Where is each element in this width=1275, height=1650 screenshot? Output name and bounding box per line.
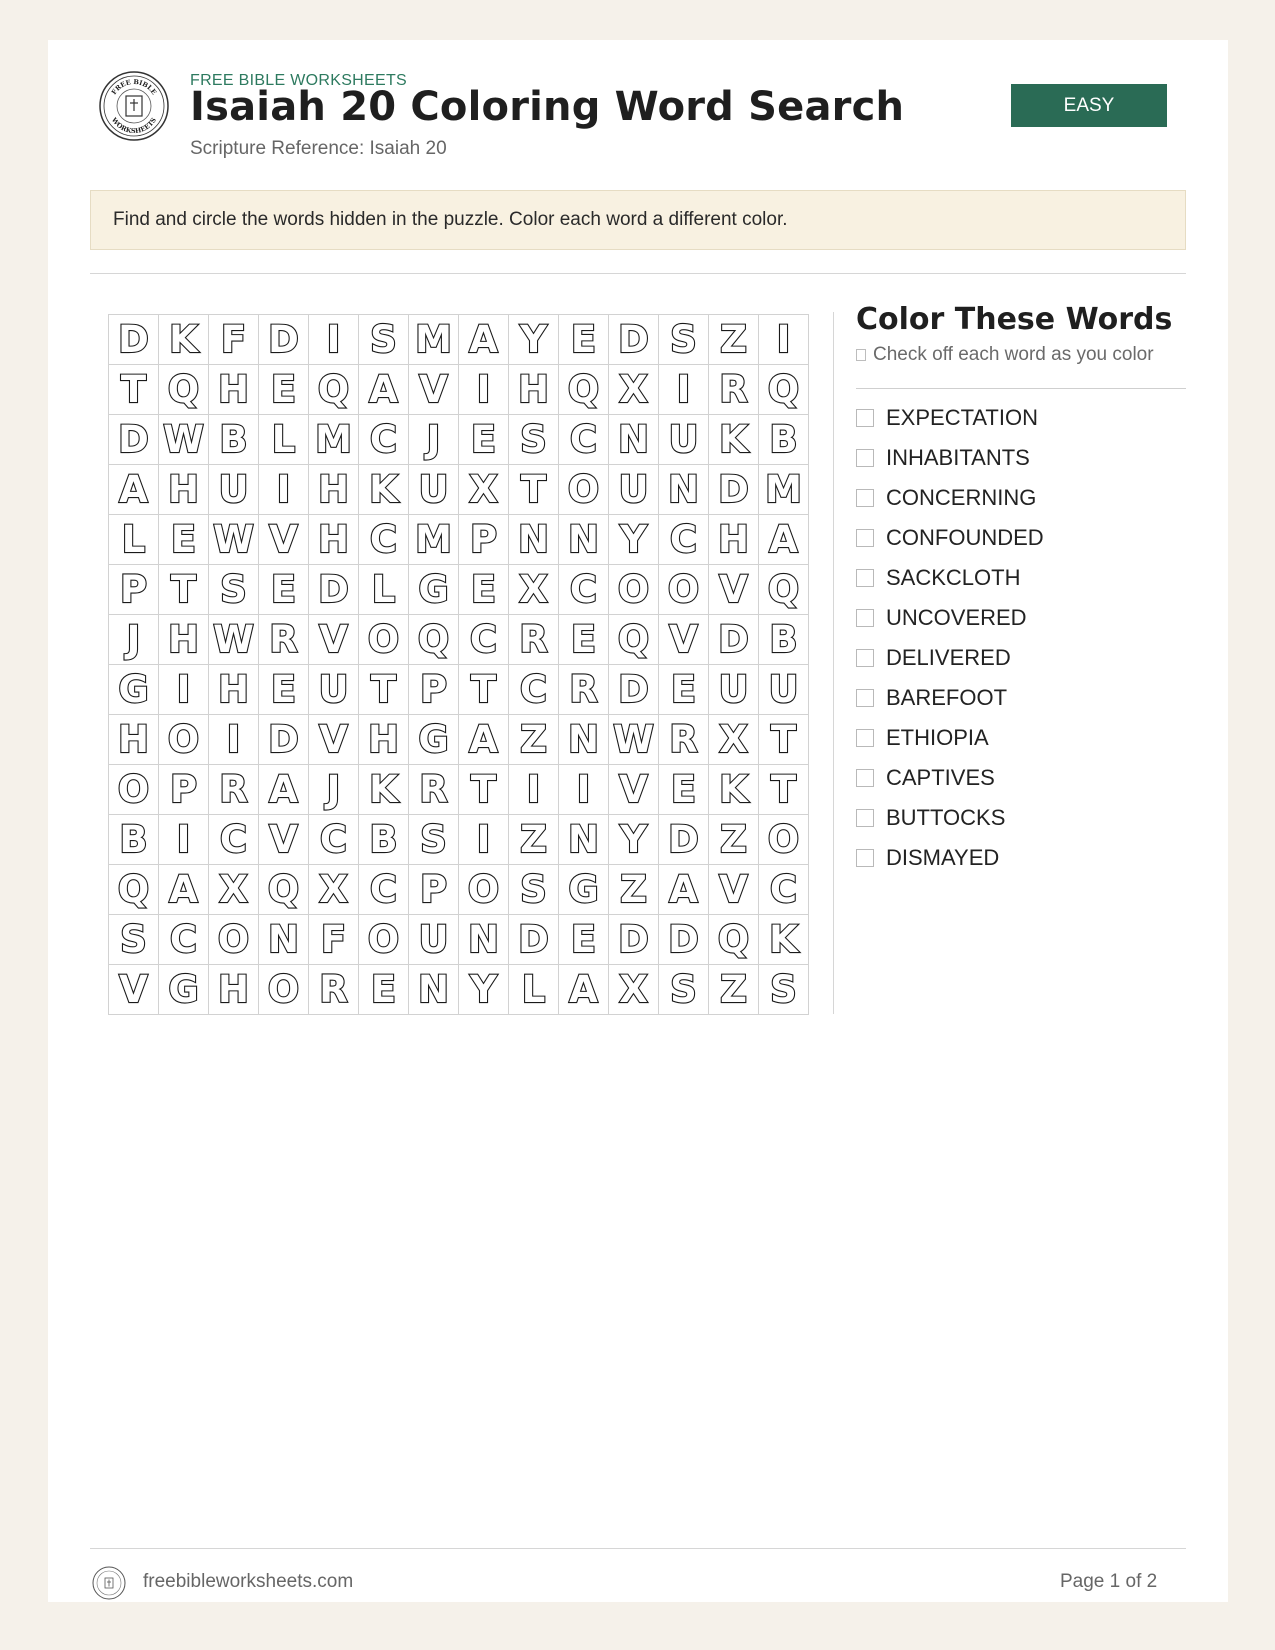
grid-cell[interactable]: S: [209, 565, 259, 615]
grid-cell[interactable]: R: [259, 615, 309, 665]
grid-cell[interactable]: O: [209, 915, 259, 965]
grid-cell[interactable]: B: [759, 415, 809, 465]
grid-cell[interactable]: J: [409, 415, 459, 465]
grid-cell[interactable]: O: [359, 615, 409, 665]
word-checkbox[interactable]: [856, 849, 874, 867]
grid-cell[interactable]: D: [309, 565, 359, 615]
grid-cell[interactable]: T: [359, 665, 409, 715]
word-checkbox[interactable]: [856, 689, 874, 707]
grid-cell[interactable]: O: [359, 915, 409, 965]
grid-cell[interactable]: V: [309, 715, 359, 765]
grid-cell[interactable]: F: [309, 915, 359, 965]
grid-cell[interactable]: H: [709, 515, 759, 565]
grid-cell[interactable]: Y: [509, 315, 559, 365]
grid-cell[interactable]: B: [109, 815, 159, 865]
grid-cell[interactable]: C: [559, 565, 609, 615]
word-label: BAREFOOT: [886, 685, 1008, 710]
grid-cell[interactable]: K: [709, 415, 759, 465]
word-checkbox[interactable]: [856, 489, 874, 507]
grid-cell[interactable]: Q: [159, 365, 209, 415]
grid-cell[interactable]: O: [759, 815, 809, 865]
word-list-item: [856, 758, 1044, 798]
grid-cell[interactable]: B: [359, 815, 409, 865]
grid-cell[interactable]: N: [559, 815, 609, 865]
grid-cell[interactable]: E: [659, 765, 709, 815]
grid-cell[interactable]: Z: [709, 965, 759, 1015]
grid-cell[interactable]: C: [159, 915, 209, 965]
grid-cell[interactable]: T: [509, 465, 559, 515]
grid-cell[interactable]: V: [309, 615, 359, 665]
grid-cell[interactable]: B: [209, 415, 259, 465]
grid-cell[interactable]: X: [309, 865, 359, 915]
word-label: SACKCLOTH: [886, 565, 1021, 590]
grid-cell[interactable]: C: [359, 865, 409, 915]
page-number: Page 1 of 2: [1060, 1571, 1158, 1592]
word-list-item: [856, 398, 1044, 438]
grid-cell[interactable]: H: [159, 465, 209, 515]
word-list-divider: [856, 388, 1186, 389]
grid-cell[interactable]: T: [159, 565, 209, 615]
svg-text:FREE BIBLE: FREE BIBLE: [109, 77, 159, 97]
instructions-box: [90, 190, 1186, 250]
grid-cell[interactable]: I: [509, 765, 559, 815]
grid-cell[interactable]: V: [259, 815, 309, 865]
grid-cell[interactable]: C: [559, 415, 609, 465]
scripture-reference: Scripture Reference: Isaiah 20: [190, 138, 447, 159]
grid-cell[interactable]: V: [259, 515, 309, 565]
grid-cell[interactable]: I: [559, 765, 609, 815]
grid-cell[interactable]: A: [109, 465, 159, 515]
grid-cell[interactable]: T: [759, 765, 809, 815]
grid-cell[interactable]: O: [559, 465, 609, 515]
grid-cell[interactable]: Q: [709, 915, 759, 965]
grid-cell[interactable]: W: [209, 515, 259, 565]
grid-cell[interactable]: Z: [609, 865, 659, 915]
footer-site: freebibleworksheets.com: [143, 1571, 354, 1592]
grid-cell[interactable]: A: [159, 865, 209, 915]
grid-cell[interactable]: R: [659, 715, 709, 765]
word-checkbox[interactable]: [856, 449, 874, 467]
worksheet-page: [48, 40, 1228, 1602]
grid-cell[interactable]: K: [159, 315, 209, 365]
grid-cell[interactable]: J: [109, 615, 159, 665]
grid-cell[interactable]: C: [759, 865, 809, 915]
word-checkbox[interactable]: [856, 529, 874, 547]
word-list-item: [856, 598, 1044, 638]
grid-cell[interactable]: H: [309, 465, 359, 515]
grid-cell[interactable]: N: [459, 915, 509, 965]
grid-cell[interactable]: N: [659, 465, 709, 515]
grid-cell[interactable]: V: [109, 965, 159, 1015]
grid-cell[interactable]: N: [559, 515, 609, 565]
grid-cell[interactable]: U: [409, 465, 459, 515]
grid-cell[interactable]: Z: [709, 315, 759, 365]
grid-cell[interactable]: D: [609, 915, 659, 965]
footer-divider: [90, 1548, 1186, 1549]
word-list-item: [856, 478, 1044, 518]
grid-cell[interactable]: D: [609, 315, 659, 365]
grid-cell[interactable]: A: [259, 765, 309, 815]
grid-cell[interactable]: G: [409, 565, 459, 615]
svg-text:WORKSHEETS: WORKSHEETS: [109, 116, 159, 136]
grid-cell[interactable]: L: [259, 415, 309, 465]
grid-cell[interactable]: D: [259, 315, 309, 365]
grid-cell[interactable]: S: [759, 965, 809, 1015]
grid-cell[interactable]: A: [559, 965, 609, 1015]
grid-cell[interactable]: A: [459, 715, 509, 765]
grid-cell[interactable]: S: [409, 815, 459, 865]
grid-cell[interactable]: U: [309, 665, 359, 715]
grid-cell[interactable]: S: [359, 315, 409, 365]
grid-cell[interactable]: T: [459, 765, 509, 815]
grid-cell[interactable]: Z: [509, 815, 559, 865]
grid-cell[interactable]: E: [459, 415, 509, 465]
grid-cell[interactable]: X: [459, 465, 509, 515]
grid-cell[interactable]: D: [709, 465, 759, 515]
grid-cell[interactable]: D: [709, 615, 759, 665]
grid-cell[interactable]: Q: [759, 365, 809, 415]
word-checkbox[interactable]: [856, 649, 874, 667]
grid-cell[interactable]: S: [509, 415, 559, 465]
word-label: BUTTOCKS: [886, 805, 1006, 830]
grid-cell[interactable]: J: [309, 765, 359, 815]
grid-cell[interactable]: H: [159, 615, 209, 665]
grid-cell[interactable]: H: [109, 715, 159, 765]
checkbox-icon: [856, 349, 866, 361]
grid-cell[interactable]: C: [309, 815, 359, 865]
grid-cell[interactable]: N: [259, 915, 309, 965]
word-list-item: [856, 838, 1044, 878]
grid-cell[interactable]: U: [409, 915, 459, 965]
word-checkbox[interactable]: [856, 809, 874, 827]
word-checkbox[interactable]: [856, 769, 874, 787]
grid-cell[interactable]: H: [309, 515, 359, 565]
grid-cell[interactable]: Q: [609, 615, 659, 665]
grid-cell[interactable]: C: [209, 815, 259, 865]
grid-cell[interactable]: E: [459, 565, 509, 615]
grid-cell[interactable]: E: [159, 515, 209, 565]
grid-cell[interactable]: W: [159, 415, 209, 465]
grid-cell[interactable]: E: [559, 915, 609, 965]
grid-cell[interactable]: L: [109, 515, 159, 565]
site-brand: FREE BIBLE WORKSHEETS: [190, 72, 408, 89]
word-checkbox[interactable]: [856, 569, 874, 587]
grid-cell[interactable]: G: [409, 715, 459, 765]
word-list-item: [856, 558, 1044, 598]
grid-cell[interactable]: A: [359, 365, 409, 415]
grid-cell[interactable]: R: [309, 965, 359, 1015]
grid-cell[interactable]: S: [659, 315, 709, 365]
grid-cell[interactable]: L: [359, 565, 409, 615]
grid-cell[interactable]: G: [559, 865, 609, 915]
grid-cell[interactable]: D: [259, 715, 309, 765]
grid-cell[interactable]: E: [259, 365, 309, 415]
word-list-item: [856, 678, 1044, 718]
grid-cell[interactable]: D: [659, 915, 709, 965]
grid-cell[interactable]: X: [609, 965, 659, 1015]
grid-cell[interactable]: E: [559, 615, 609, 665]
grid-cell[interactable]: I: [159, 665, 209, 715]
grid-cell[interactable]: N: [509, 515, 559, 565]
word-label: CONFOUNDED: [886, 525, 1044, 550]
grid-cell[interactable]: N: [609, 415, 659, 465]
grid-cell[interactable]: I: [759, 315, 809, 365]
grid-cell[interactable]: P: [409, 665, 459, 715]
grid-cell[interactable]: V: [409, 365, 459, 415]
grid-cell[interactable]: M: [309, 415, 359, 465]
grid-cell[interactable]: H: [209, 965, 259, 1015]
grid-cell[interactable]: U: [709, 665, 759, 715]
word-label: INHABITANTS: [886, 445, 1030, 470]
word-list-title: Color These Words: [856, 302, 1173, 337]
grid-cell[interactable]: O: [609, 565, 659, 615]
grid-cell[interactable]: R: [709, 365, 759, 415]
grid-cell[interactable]: R: [509, 615, 559, 665]
grid-cell[interactable]: X: [209, 865, 259, 915]
grid-cell[interactable]: M: [409, 315, 459, 365]
grid-cell[interactable]: T: [759, 715, 809, 765]
word-list-subtitle: [856, 344, 1154, 366]
word-checkbox[interactable]: [856, 729, 874, 747]
grid-cell[interactable]: H: [359, 715, 409, 765]
grid-cell[interactable]: W: [609, 715, 659, 765]
divider: [90, 273, 1186, 274]
grid-cell[interactable]: V: [709, 565, 759, 615]
grid-cell[interactable]: U: [609, 465, 659, 515]
word-label: UNCOVERED: [886, 605, 1027, 630]
grid-cell[interactable]: I: [259, 465, 309, 515]
grid-cell[interactable]: K: [759, 915, 809, 965]
grid-cell[interactable]: O: [659, 565, 709, 615]
grid-cell[interactable]: W: [209, 615, 259, 665]
grid-cell[interactable]: R: [209, 765, 259, 815]
grid-cell[interactable]: I: [159, 815, 209, 865]
grid-cell[interactable]: A: [459, 315, 509, 365]
word-label: EXPECTATION: [886, 405, 1038, 430]
grid-cell[interactable]: T: [109, 365, 159, 415]
grid-cell[interactable]: Y: [459, 965, 509, 1015]
grid-cell[interactable]: Z: [509, 715, 559, 765]
grid-cell[interactable]: X: [709, 715, 759, 765]
grid-cell[interactable]: U: [209, 465, 259, 515]
word-checkbox[interactable]: [856, 609, 874, 627]
grid-cell[interactable]: X: [609, 365, 659, 415]
grid-cell[interactable]: C: [359, 515, 409, 565]
grid-cell[interactable]: Y: [609, 515, 659, 565]
grid-cell[interactable]: S: [659, 965, 709, 1015]
grid-cell[interactable]: Q: [259, 865, 309, 915]
word-list-item: [856, 718, 1044, 758]
grid-cell[interactable]: C: [459, 615, 509, 665]
grid-cell[interactable]: O: [109, 765, 159, 815]
grid-cell[interactable]: E: [359, 965, 409, 1015]
grid-cell[interactable]: I: [659, 365, 709, 415]
grid-cell[interactable]: E: [659, 665, 709, 715]
grid-cell[interactable]: D: [659, 815, 709, 865]
page-title: Isaiah 20 Coloring Word Search: [190, 84, 905, 130]
instructions-text: Find and circle the words hidden in the puzzle. Color each word a different color.: [113, 209, 788, 230]
grid-cell[interactable]: N: [409, 965, 459, 1015]
grid-cell[interactable]: S: [509, 865, 559, 915]
word-label: DELIVERED: [886, 645, 1011, 670]
grid-cell[interactable]: P: [109, 565, 159, 615]
grid-cell[interactable]: K: [709, 765, 759, 815]
grid-cell[interactable]: I: [209, 715, 259, 765]
grid-cell[interactable]: S: [109, 915, 159, 965]
grid-cell[interactable]: E: [259, 565, 309, 615]
grid-cell[interactable]: G: [109, 665, 159, 715]
grid-cell[interactable]: C: [509, 665, 559, 715]
word-label: DISMAYED: [886, 845, 1000, 870]
grid-cell[interactable]: A: [759, 515, 809, 565]
word-label: CAPTIVES: [886, 765, 995, 790]
grid-cell[interactable]: R: [409, 765, 459, 815]
grid-cell[interactable]: L: [509, 965, 559, 1015]
vertical-divider: [833, 312, 834, 1014]
grid-cell[interactable]: D: [109, 415, 159, 465]
grid-cell[interactable]: Q: [109, 865, 159, 915]
bible-worksheets-logo: [98, 70, 170, 142]
grid-cell[interactable]: V: [609, 765, 659, 815]
grid-cell[interactable]: U: [659, 415, 709, 465]
grid-cell[interactable]: Q: [559, 365, 609, 415]
grid-cell[interactable]: B: [759, 615, 809, 665]
grid-cell[interactable]: E: [259, 665, 309, 715]
grid-cell[interactable]: R: [559, 665, 609, 715]
grid-cell[interactable]: C: [359, 415, 409, 465]
grid-cell[interactable]: D: [609, 665, 659, 715]
word-list-item: [856, 638, 1044, 678]
word-list-subtitle-text: Check off each word as you color: [873, 344, 1154, 365]
grid-cell[interactable]: O: [459, 865, 509, 915]
footer-logo: [92, 1566, 126, 1600]
grid-cell[interactable]: D: [509, 915, 559, 965]
grid-cell[interactable]: Q: [309, 365, 359, 415]
grid-cell[interactable]: P: [159, 765, 209, 815]
word-list: [856, 398, 1044, 878]
grid-cell[interactable]: P: [409, 865, 459, 915]
grid-cell[interactable]: M: [759, 465, 809, 515]
grid-cell[interactable]: I: [309, 315, 359, 365]
grid-cell[interactable]: I: [459, 365, 509, 415]
grid-cell[interactable]: U: [759, 665, 809, 715]
grid-cell[interactable]: Z: [709, 815, 759, 865]
grid-cell[interactable]: Y: [609, 815, 659, 865]
grid-cell[interactable]: H: [509, 365, 559, 415]
word-checkbox[interactable]: [856, 409, 874, 427]
grid-cell[interactable]: K: [359, 465, 409, 515]
difficulty-badge: EASY: [1011, 84, 1167, 127]
word-label: ETHIOPIA: [886, 725, 989, 750]
grid-cell[interactable]: H: [209, 365, 259, 415]
grid-cell[interactable]: I: [459, 815, 509, 865]
grid-cell[interactable]: M: [409, 515, 459, 565]
grid-cell[interactable]: C: [659, 515, 709, 565]
grid-cell[interactable]: K: [359, 765, 409, 815]
grid-cell[interactable]: D: [109, 315, 159, 365]
grid-cell[interactable]: A: [659, 865, 709, 915]
grid-cell[interactable]: V: [709, 865, 759, 915]
word-label: CONCERNING: [886, 485, 1037, 510]
word-list-item: [856, 518, 1044, 558]
grid-cell[interactable]: H: [209, 665, 259, 715]
grid-cell[interactable]: O: [159, 715, 209, 765]
word-list-item: [856, 438, 1044, 478]
grid-cell[interactable]: Q: [759, 565, 809, 615]
grid-cell[interactable]: E: [559, 315, 609, 365]
word-search-grid: [108, 314, 809, 1015]
grid-cell[interactable]: N: [559, 715, 609, 765]
grid-cell[interactable]: F: [209, 315, 259, 365]
grid-cell[interactable]: G: [159, 965, 209, 1015]
word-list-item: [856, 798, 1044, 838]
grid-cell[interactable]: T: [459, 665, 509, 715]
grid-cell[interactable]: X: [509, 565, 559, 615]
grid-cell[interactable]: V: [659, 615, 709, 665]
grid-cell[interactable]: O: [259, 965, 309, 1015]
grid-cell[interactable]: P: [459, 515, 509, 565]
grid-cell[interactable]: Q: [409, 615, 459, 665]
